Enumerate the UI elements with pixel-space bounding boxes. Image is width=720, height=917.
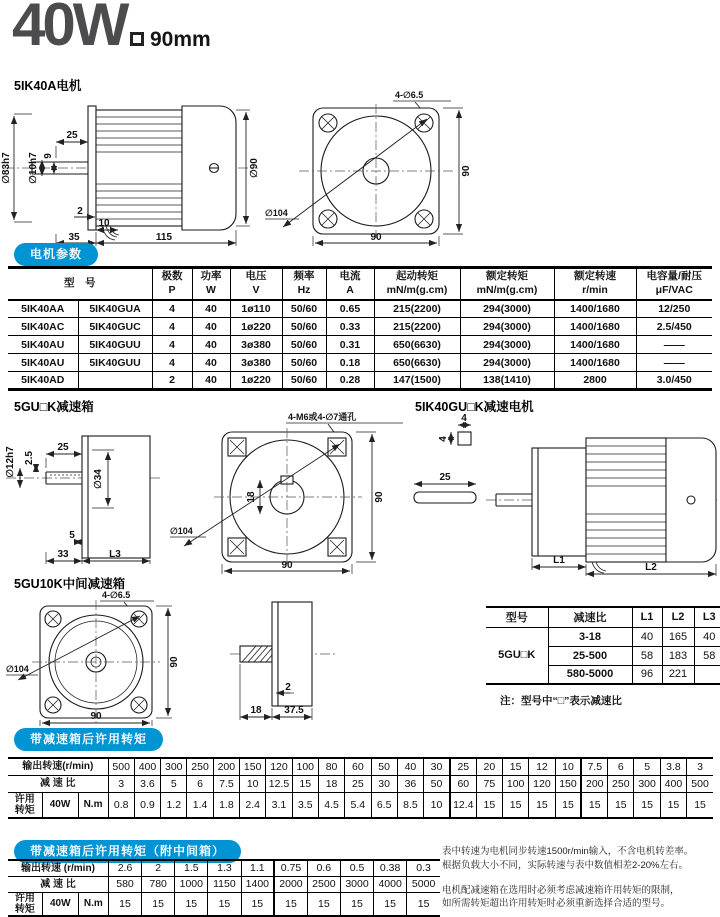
midbox-flange-drawing <box>6 588 231 726</box>
ratio-cell: 500 <box>687 775 713 792</box>
dim-label: 115 <box>155 232 173 243</box>
param-cell: 50/60 <box>282 336 326 354</box>
param-cell: 2.5/450 <box>636 318 712 336</box>
dim-label: ∅104 <box>170 526 193 536</box>
section-label-midbox: 5GU10K中间减速箱 <box>14 577 126 591</box>
param-cell: 294(3000) <box>460 336 554 354</box>
col-header-frequency: 频率 Hz <box>282 268 326 300</box>
dim-label: 90 <box>374 491 385 503</box>
dim-label: 90 <box>281 560 293 571</box>
param-cell: 0.31 <box>326 336 374 354</box>
speed-cell: 30 <box>424 758 450 775</box>
speed-cell: 6 <box>608 758 634 775</box>
motor-side-drawing <box>0 90 265 248</box>
torque-mid-badge: 带减速箱后许用转矩（附中间箱） <box>14 840 241 863</box>
torque-cell: 12.4 <box>450 792 476 818</box>
ratio-cell: 5 <box>161 775 187 792</box>
dim-label: ∅12h7 <box>5 446 16 478</box>
speed-cell: 15 <box>502 758 528 775</box>
param-cell: 1400/1680 <box>554 300 636 318</box>
torque-cell: 15 <box>241 892 274 916</box>
col-header-voltage: 电压 V <box>230 268 282 300</box>
ratio-cell: 10 <box>240 775 266 792</box>
section-label-gearbox: 5GU□K减速箱 <box>14 400 94 414</box>
param-cell: —— <box>636 336 712 354</box>
torque-cell: 15 <box>555 792 581 818</box>
motor-flange-drawing <box>265 86 485 248</box>
col-header-l1: L1 <box>632 607 662 627</box>
speed-cell: 80 <box>318 758 344 775</box>
dim-label: 2.5 <box>24 451 35 465</box>
gearbox-flange-drawing <box>170 408 405 576</box>
param-cell <box>78 372 152 390</box>
gearmotor-side-drawing <box>400 408 720 578</box>
torque-cell: 15 <box>502 792 528 818</box>
speed-cell: 100 <box>292 758 318 775</box>
param-cell: 650(6630) <box>374 354 460 372</box>
speed-cell: 0.6 <box>307 860 340 876</box>
param-cell: 50/60 <box>282 354 326 372</box>
param-cell: 0.28 <box>326 372 374 390</box>
speed-cell: 5 <box>634 758 660 775</box>
param-cell: 147(1500) <box>374 372 460 390</box>
dim-label: 25 <box>66 130 78 141</box>
param-cell: 40 <box>192 318 230 336</box>
frame-size-label: 90mm <box>150 28 211 51</box>
ratio-cell: 7.5 <box>213 775 239 792</box>
row-label: 许用 转矩 <box>8 892 42 916</box>
torque-cell: 15 <box>529 792 555 818</box>
dim-label: 4-∅6.5 <box>102 590 131 600</box>
dim-label: ∅34 <box>93 469 104 489</box>
speed-cell: 500 <box>108 758 134 775</box>
param-cell: 5IK40GUC <box>78 318 152 336</box>
table-row <box>8 372 712 390</box>
dim-label: 18 <box>246 491 257 503</box>
ratio-cell: 30 <box>371 775 397 792</box>
param-cell: 5IK40GUA <box>78 300 152 318</box>
param-cell: 294(3000) <box>460 300 554 318</box>
l1-cell: 40 <box>632 627 662 646</box>
param-cell: 3ø380 <box>230 336 282 354</box>
dim-label: 37.5 <box>284 705 304 716</box>
param-cell: 50/60 <box>282 372 326 390</box>
ratio-cell: 3000 <box>340 876 373 892</box>
param-cell: 5IK40AA <box>8 300 78 318</box>
row-label: 输出转速(r/min) <box>8 758 108 775</box>
torque-cell: 15 <box>208 892 241 916</box>
page-title: 40W <box>12 0 127 58</box>
torque-cell: 15 <box>407 892 440 916</box>
model-cell: 5GU□K <box>486 627 548 684</box>
torque-cell: 15 <box>476 792 502 818</box>
ratio-cell: 1400 <box>241 876 274 892</box>
torque-cell: 5.4 <box>345 792 371 818</box>
speed-cell: 200 <box>213 758 239 775</box>
ratio-cell: 36 <box>397 775 423 792</box>
col-header-model: 型 号 <box>8 268 152 300</box>
torque-table <box>8 757 713 819</box>
dim-label: 2 <box>285 682 291 693</box>
ratio-cell: 3.6 <box>134 775 160 792</box>
param-cell: 294(3000) <box>460 354 554 372</box>
param-cell: 5IK40GUU <box>78 336 152 354</box>
ratio-cell: 18 <box>318 775 344 792</box>
speed-cell: 0.38 <box>374 860 407 876</box>
ratio-cell: 25 <box>345 775 371 792</box>
ratio-cell: 150 <box>555 775 581 792</box>
speed-cell: 0.5 <box>340 860 373 876</box>
col-header-l2: L2 <box>662 607 694 627</box>
ratio-cell: 120 <box>529 775 555 792</box>
dim-label: 25 <box>57 442 69 453</box>
param-cell: 5IK40GUU <box>78 354 152 372</box>
speed-cell: 7.5 <box>581 758 607 775</box>
col-header-power: 功率 W <box>192 268 230 300</box>
ratio-row <box>8 876 440 892</box>
table-row <box>486 627 720 646</box>
l2-cell: 165 <box>662 627 694 646</box>
unit-cell: N.m <box>78 892 108 916</box>
dim-label: 90 <box>90 711 102 722</box>
dim-label: 10 <box>98 218 110 229</box>
dim-label: ∅83h7 <box>1 152 12 184</box>
torque-cell: 15 <box>687 792 713 818</box>
param-cell: 40 <box>192 300 230 318</box>
table-header-row <box>8 268 712 300</box>
table-note: 注：型号中“□”表示减速比 <box>500 695 622 707</box>
torque-cell: 15 <box>108 892 141 916</box>
col-header-ratio: 减速比 <box>548 607 632 627</box>
ratio-cell: 1150 <box>208 876 241 892</box>
torque-cell: 15 <box>374 892 407 916</box>
ratio-cell: 2500 <box>307 876 340 892</box>
param-cell: 215(2200) <box>374 318 460 336</box>
dim-label: 4 <box>461 413 467 424</box>
l3-cell: 40 <box>694 627 720 646</box>
power-cell: 40W <box>42 892 78 916</box>
param-cell: 4 <box>152 300 192 318</box>
speed-cell: 2.6 <box>108 860 141 876</box>
speed-cell: 2 <box>142 860 175 876</box>
param-cell: 4 <box>152 354 192 372</box>
torque-cell: 10 <box>424 792 450 818</box>
note-torque: 电机配减速箱在选用时必须考虑减速箱许用转矩的限制， 如所需转矩超出许用转矩时必须重新选择合适的型号。 <box>442 884 680 910</box>
dim-label: 4 <box>438 436 449 442</box>
speed-cell: 20 <box>476 758 502 775</box>
l1-cell: 58 <box>632 646 662 665</box>
torque-cell: 1.8 <box>213 792 239 818</box>
motor-params-table <box>8 266 712 391</box>
param-cell: 1400/1680 <box>554 336 636 354</box>
dim-label: 35 <box>68 232 80 243</box>
speed-cell: 3 <box>687 758 713 775</box>
dim-label: L1 <box>553 555 565 566</box>
torque-cell: 15 <box>340 892 373 916</box>
param-cell: 40 <box>192 354 230 372</box>
power-cell: 40W <box>42 792 78 818</box>
param-cell: 5IK40AU <box>8 336 78 354</box>
col-header-start-torque: 起动转矩 mN/m(g.cm) <box>374 268 460 300</box>
param-cell: 294(3000) <box>460 318 554 336</box>
l2-cell: 183 <box>662 646 694 665</box>
ratio-cell: 200 <box>581 775 607 792</box>
param-cell: —— <box>636 354 712 372</box>
torque-cell: 2.4 <box>240 792 266 818</box>
torque-cell: 6.5 <box>371 792 397 818</box>
ratio-cell: 400 <box>660 775 686 792</box>
param-cell: 1400/1680 <box>554 354 636 372</box>
ratio-cell: 2000 <box>274 876 307 892</box>
speed-cell: 40 <box>397 758 423 775</box>
params-badge: 电机参数 <box>14 243 98 266</box>
l3-cell: 58 <box>694 646 720 665</box>
torque-cell: 15 <box>581 792 607 818</box>
param-cell: 3.0/450 <box>636 372 712 390</box>
dim-label: 25 <box>439 472 451 483</box>
param-cell: 1ø220 <box>230 318 282 336</box>
torque-cell: 15 <box>307 892 340 916</box>
col-header-current: 电流 A <box>326 268 374 300</box>
torque-cell: 8.5 <box>397 792 423 818</box>
param-cell: 2800 <box>554 372 636 390</box>
l1-cell: 96 <box>632 665 662 684</box>
dim-label: L2 <box>645 562 657 573</box>
torque-cell: 15 <box>274 892 307 916</box>
param-cell: 1ø110 <box>230 300 282 318</box>
speed-cell: 120 <box>266 758 292 775</box>
speed-cell: 400 <box>134 758 160 775</box>
param-cell: 4 <box>152 336 192 354</box>
ratio-cell: 12.5 <box>266 775 292 792</box>
param-cell: 5IK40AC <box>8 318 78 336</box>
speed-cell: 12 <box>529 758 555 775</box>
param-cell: 2 <box>152 372 192 390</box>
col-header-rated-speed: 额定转速 r/min <box>554 268 636 300</box>
table-row <box>8 318 712 336</box>
param-cell: 138(1410) <box>460 372 554 390</box>
dim-label: 4-∅6.5 <box>395 90 424 100</box>
col-header-rated-torque: 额定转矩 mN/m(g.cm) <box>460 268 554 300</box>
l2-cell: 221 <box>662 665 694 684</box>
torque-cell: 3.5 <box>292 792 318 818</box>
torque-cell: 4.5 <box>318 792 344 818</box>
torque-cell: 0.8 <box>108 792 134 818</box>
torque-cell: 15 <box>660 792 686 818</box>
torque-mid-table <box>8 859 440 917</box>
section-label-gearmotor: 5IK40GU□K减速电机 <box>415 400 534 414</box>
ratio-cell: 580 <box>108 876 141 892</box>
row-label: 减 速 比 <box>8 876 108 892</box>
ratio-cell: 300 <box>634 775 660 792</box>
torque-cell: 15 <box>175 892 208 916</box>
param-cell: 4 <box>152 318 192 336</box>
dim-label: L3 <box>109 549 121 560</box>
ratio-cell: 4000 <box>374 876 407 892</box>
param-cell: 50/60 <box>282 318 326 336</box>
ratio-cell: 3 <box>108 775 134 792</box>
l3-cell <box>694 665 720 684</box>
speed-cell: 10 <box>555 758 581 775</box>
col-header-poles: 极数 P <box>152 268 192 300</box>
param-cell: 215(2200) <box>374 300 460 318</box>
ratio-cell: 3-18 <box>548 627 632 646</box>
frame-size <box>130 28 211 52</box>
unit-cell: N.m <box>78 792 108 818</box>
speed-cell: 1.3 <box>208 860 241 876</box>
dim-label: ∅104 <box>265 208 288 218</box>
torque-row <box>8 792 713 818</box>
ratio-cell: 75 <box>476 775 502 792</box>
ratio-cell: 25-500 <box>548 646 632 665</box>
row-label: 许用 转矩 <box>8 792 42 818</box>
dim-label: 90 <box>370 232 382 243</box>
dim-label: ∅90 <box>249 158 260 178</box>
col-header-capacitor: 电容量/耐压 μF/VAC <box>636 268 712 300</box>
gearbox-side-drawing <box>2 410 167 572</box>
param-cell: 1400/1680 <box>554 318 636 336</box>
torque-cell: 15 <box>608 792 634 818</box>
table-header-row <box>486 607 720 627</box>
ratio-cell: 15 <box>292 775 318 792</box>
ratio-row <box>8 775 713 792</box>
torque-cell: 1.2 <box>161 792 187 818</box>
ratio-cell: 100 <box>502 775 528 792</box>
ratio-cell: 780 <box>142 876 175 892</box>
ratio-cell: 60 <box>450 775 476 792</box>
ratio-length-table <box>486 606 720 685</box>
torque-cell: 15 <box>634 792 660 818</box>
speed-cell: 1.1 <box>241 860 274 876</box>
param-cell: 12/250 <box>636 300 712 318</box>
speed-cell: 300 <box>161 758 187 775</box>
ratio-cell: 50 <box>424 775 450 792</box>
speed-cell: 60 <box>345 758 371 775</box>
param-cell: 0.65 <box>326 300 374 318</box>
dim-label: ∅10h7 <box>28 152 39 184</box>
param-cell: 1ø220 <box>230 372 282 390</box>
ratio-cell: 580-5000 <box>548 665 632 684</box>
table-row <box>8 336 712 354</box>
ratio-cell: 250 <box>608 775 634 792</box>
row-label: 输出转速 (r/min) <box>8 860 108 876</box>
param-cell: 0.33 <box>326 318 374 336</box>
midbox-side-drawing <box>228 588 343 726</box>
ratio-cell: 1000 <box>175 876 208 892</box>
dim-label: 90 <box>461 165 472 177</box>
table-row <box>8 354 712 372</box>
speed-cell: 0.75 <box>274 860 307 876</box>
speed-cell: 0.3 <box>407 860 440 876</box>
footnotes <box>442 845 720 911</box>
speed-cell: 250 <box>187 758 213 775</box>
speed-cell: 3.8 <box>660 758 686 775</box>
torque-cell: 1.4 <box>187 792 213 818</box>
dim-label: 18 <box>250 705 262 716</box>
dim-label: 2 <box>77 206 83 217</box>
dim-label: 90 <box>169 656 180 668</box>
speed-cell: 50 <box>371 758 397 775</box>
speed-cell: 150 <box>240 758 266 775</box>
output-speed-row <box>8 758 713 775</box>
dim-label: 9 <box>43 153 54 159</box>
param-cell: 5IK40AD <box>8 372 78 390</box>
param-cell: 40 <box>192 336 230 354</box>
dim-label: 5 <box>69 530 75 541</box>
col-header-model: 型号 <box>486 607 548 627</box>
dim-label: ∅104 <box>6 664 29 674</box>
torque-cell: 15 <box>142 892 175 916</box>
dim-label: 4-M6或4-∅7通孔 <box>288 412 357 422</box>
param-cell: 0.18 <box>326 354 374 372</box>
speed-cell: 25 <box>450 758 476 775</box>
param-cell: 3ø380 <box>230 354 282 372</box>
torque-cell: 0.9 <box>134 792 160 818</box>
frame-square-icon <box>130 32 144 46</box>
dim-label: 33 <box>57 549 69 560</box>
param-cell: 5IK40AU <box>8 354 78 372</box>
param-cell: 650(6630) <box>374 336 460 354</box>
ratio-cell: 5000 <box>407 876 440 892</box>
torque-row <box>8 892 440 916</box>
param-cell: 50/60 <box>282 300 326 318</box>
torque-badge: 带减速箱后许用转矩 <box>14 728 163 751</box>
output-speed-row <box>8 860 440 876</box>
ratio-cell: 6 <box>187 775 213 792</box>
col-header-l3: L3 <box>694 607 720 627</box>
section-label-motor: 5IK40A电机 <box>14 79 82 93</box>
torque-cell: 3.1 <box>266 792 292 818</box>
param-cell: 40 <box>192 372 230 390</box>
speed-cell: 1.5 <box>175 860 208 876</box>
note-speed: 表中转速为电机同步转速1500r/min输入，不含电机转差率。 根据负载大小不同，实际转速与表中数值相差2-20%左右。 <box>442 846 694 871</box>
row-label: 减 速 比 <box>8 775 108 792</box>
table-row <box>8 300 712 318</box>
